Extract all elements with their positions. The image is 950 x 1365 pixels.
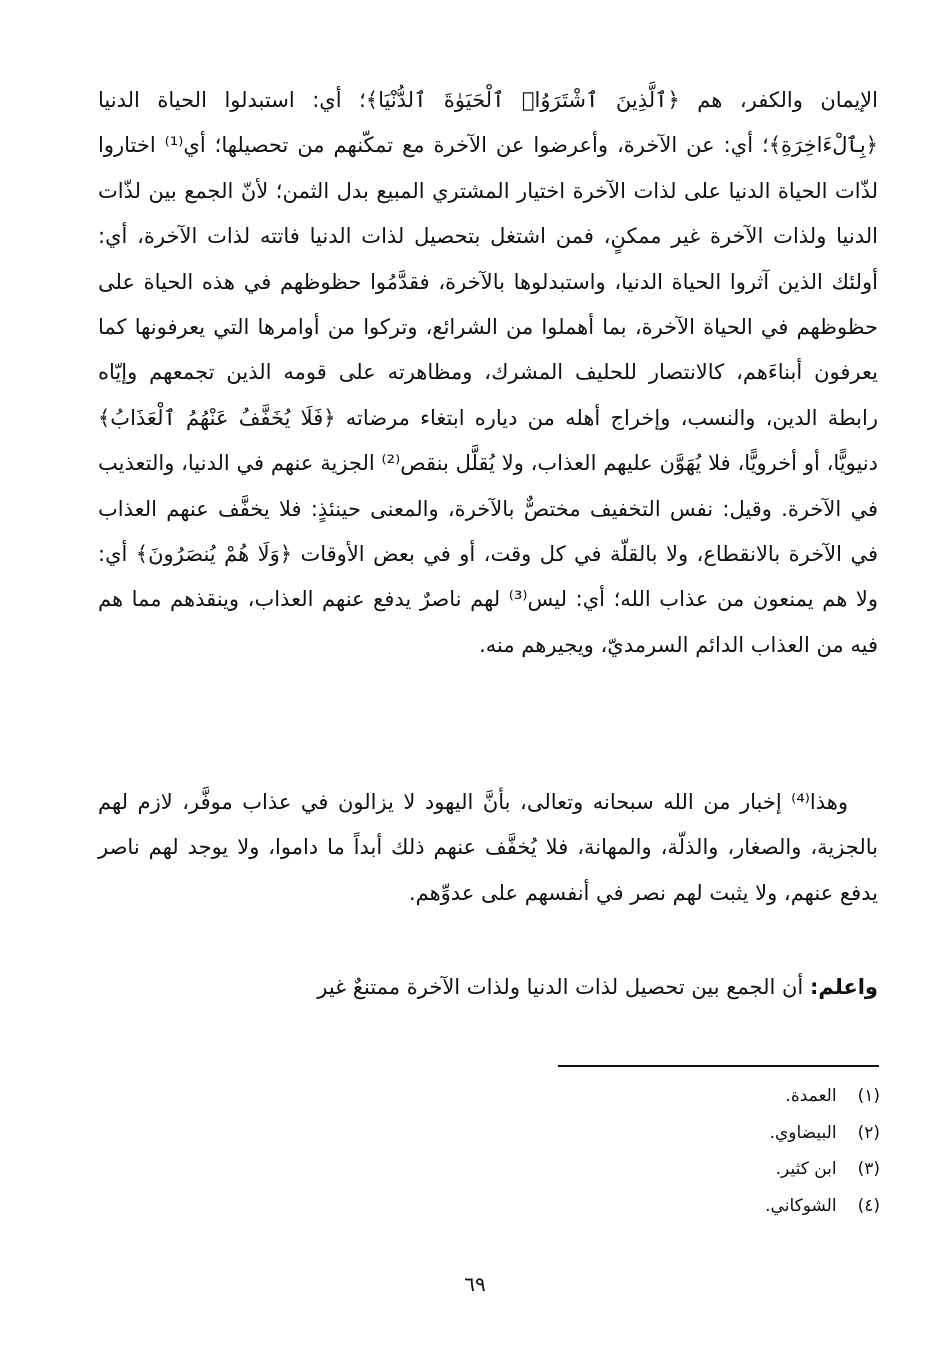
footnote-text: ابن كثير.: [775, 1159, 837, 1179]
footnote-text: البيضاوي.: [769, 1122, 837, 1143]
footnote-number: (٤): [857, 1195, 880, 1216]
body-paragraph-1: الإيمان والكفر، هم ﴿ٱلَّذِينَ ٱشْتَرَوُا۟ ٱلْحَيَوٰةَ ٱلدُّنْيَا﴾؛ أي: استبدلوا الحياة الدنيا ﴿بِٱلْءَاخِرَةِ﴾؛ أي: عن الآخرة، وأعرضوا عن الآخرة مع تمكّنهم من تحصيلها؛ أي⁽¹⁾ اختاروا لذّات الحياة الدنيا على لذات الآخرة اختيار المشتري المبيع بدل الثمن؛ لأنّ الجمع بين لذّات الدنيا ولذات الآخرة غير ممكنٍ، فمن اشتغل بتحصيل لذات الدنيا فاتته لذات الآخرة، أي: أولئك الذين آثروا الحياة الدنيا، واستبدلوها بالآخرة، فقدَّمُوا حظوظهم في هذه الحياة على حظوظهم في الحياة الآخرة، بما أهملوا من الشرائع، وتركوا من أوامرها التي يعرفونها كما يعرفون أبناءَهم، كالانتصار للحليف المشرك، ومظاهرته على قومه الذين تجمعهم وإيّاه رابطة الدين، والنسب، وإخراج أهله من دياره ابتغاء مرضاته ﴿فَلَا يُخَفَّفُ عَنْهُمُ ٱلْعَذَابُ﴾ دنيويًّا، أو أخرويًّا، فلا يُهَوَّن عليهم العذاب، ولا يُقلَّل بنقص⁽²⁾ الجزية عنهم في الدنيا، والتعذيب في الآخرة. وقيل: نفس التخفيف مختصٌّ بالآخرة، والمعنى حينئذٍ: فلا يخفَّف عنهم العذاب في الآخرة بالانقطاع، ولا بالقلّة في كل وقت، أو في بعض الأوقات ﴿وَلَا هُمْ يُنصَرُونَ﴾ أي: ولا هم يمنعون من عذاب الله؛ أي: ليس⁽³⁾ لهم ناصرٌ يدفع عنهم العذاب، وينقذهم مما هم فيه من العذاب الدائم السرمديّ، ويجيرهم منه.: [98, 88, 878, 657]
footnote-divider: [558, 1065, 879, 1067]
body-paragraph-3: [98, 965, 878, 1010]
footnote-item: [560, 1078, 880, 1115]
footnote-item: [560, 1151, 880, 1188]
footnote-number: (٢): [857, 1122, 880, 1143]
paragraph-3-text: أن الجمع بين تحصيل لذات الدنيا ولذات الآخرة ممتنعٌ غير: [317, 975, 810, 999]
paragraph-lead-word: واعلم:: [809, 975, 878, 999]
page-number: ٦٩: [464, 1272, 486, 1296]
footnote-item: [560, 1115, 880, 1152]
footnote-text: العمدة.: [785, 1086, 837, 1106]
footnote-number: (١): [857, 1086, 880, 1106]
footnote-number: (٣): [857, 1159, 880, 1179]
footnote-item: [560, 1188, 880, 1225]
body-paragraph-2: وهذا⁽⁴⁾ إخبار من الله سبحانه وتعالى، بأنَّ اليهود لا يزالون في عذاب موفَّر، لازم لهم بالجزية، والصغار، والذلّة، والمهانة، فلا يُخفَّف عنهم ذلك أبداً ما داموا، ولا يوجد لهم ناصر يدفع عنهم، ولا يثبت لهم نصر في أنفسهم على عدوِّهم.: [98, 790, 878, 905]
footnotes-list: [560, 1078, 880, 1224]
footnote-text: الشوكاني.: [765, 1195, 837, 1216]
